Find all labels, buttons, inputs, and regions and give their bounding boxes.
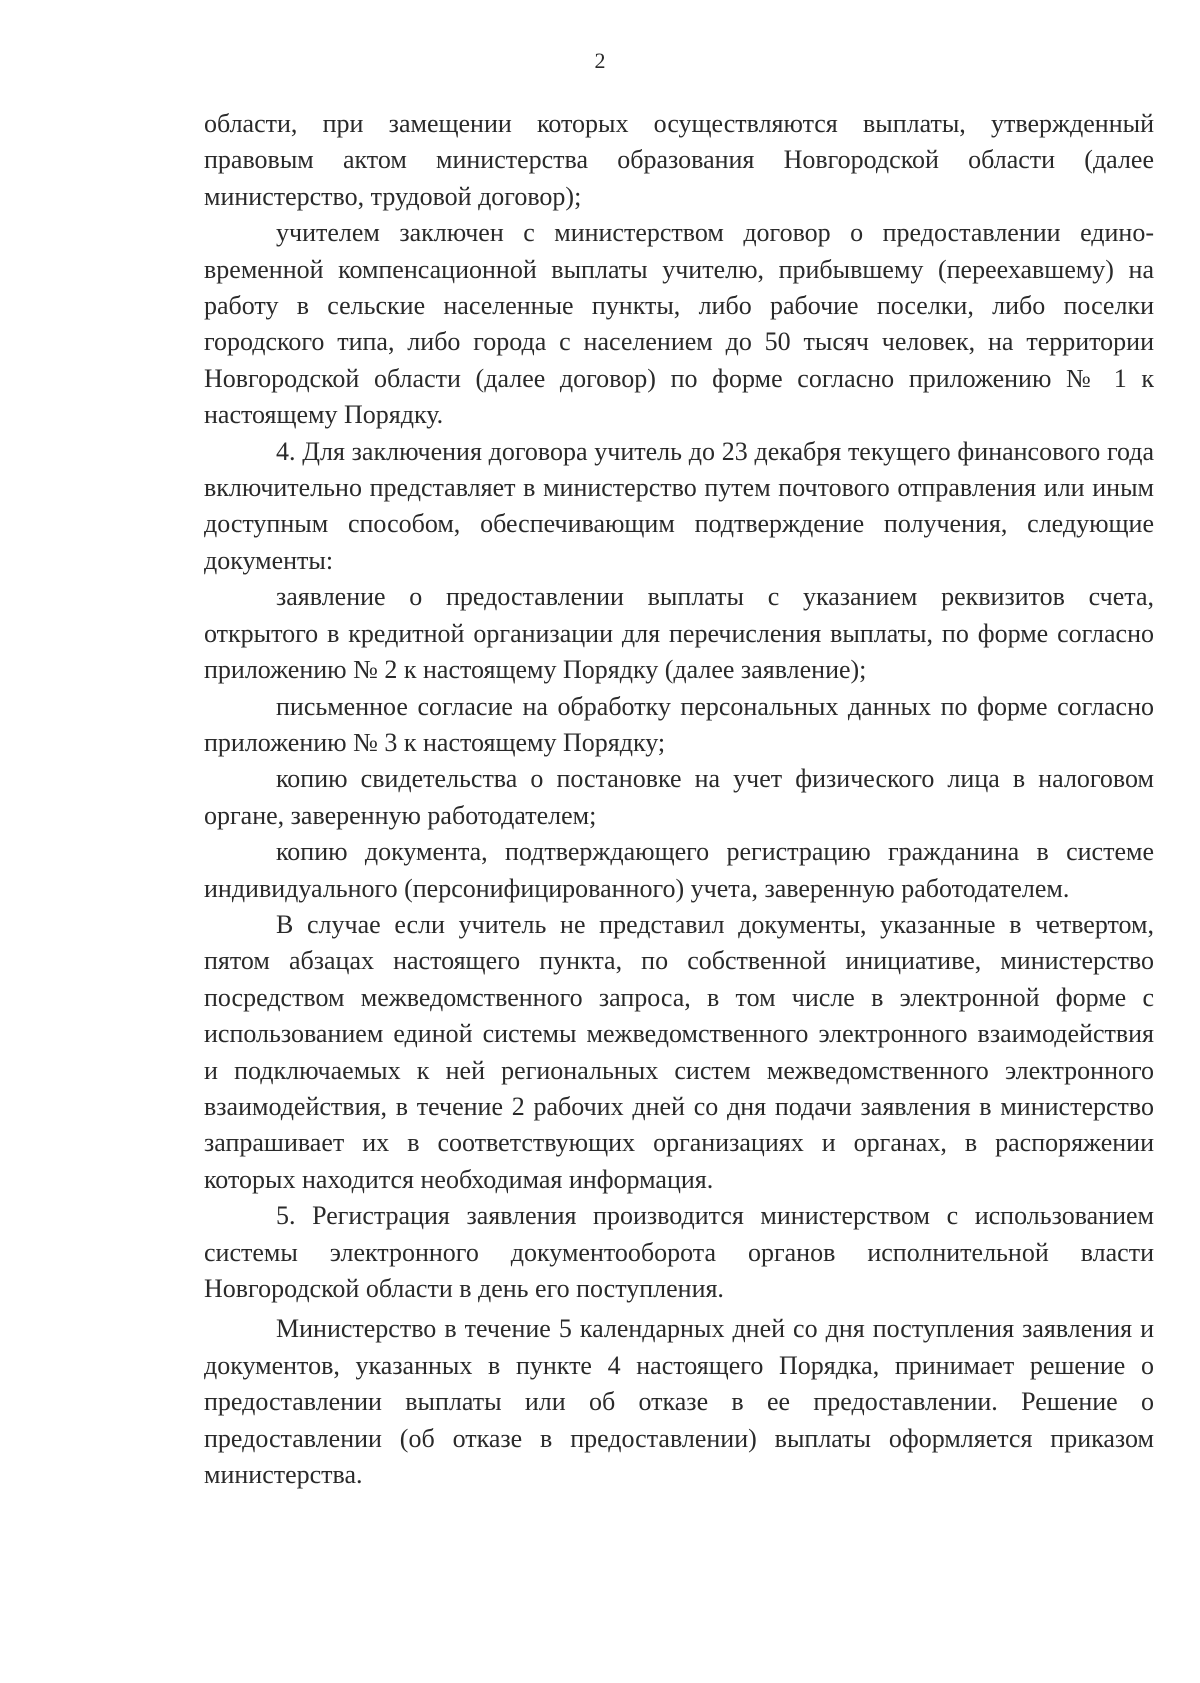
paragraph-clause-5: 5. Регистрация заявления производится министерством с использованием системы электронного документооборота органов исполнительной власти Новгородской области в день его поступления. [204, 1201, 1154, 1303]
paragraph-interagency-request: В случае если учитель не представил документы, указанные в четвертом, пятом абзацах настоящего пункта, по собственной инициативе, министерство посредством межведомственного запроса, в том числе в электронной форме с использованием единой системы межведомственного электронного взаимодействия и подключаемых к ней региональных систем межведомственного электронного взаимодействия, в течение 2 рабочих дней со дня подачи заявления в министерство запрашивает их в соответствующих организациях и органах, в распоряжении которых находится необходимая информация. [204, 909, 1154, 1194]
paragraph-teacher-contract: учителем заключен с министерством договор о предоставлении единовременной компенсационной выплаты учителю, прибывшему (переехавшему) на работу в сельские населенные пункты, либо рабочие поселки, либо поселки городского типа, либо города с населением до 50 тысяч человек, на территории Новгородской области (далее договор) по форме согласно приложению № 1 к настоящему Порядку. [204, 218, 1154, 430]
page-number: 2 [594, 48, 606, 73]
paragraph-clause-4: 4. Для заключения договора учитель до 23 декабря текущего финансового года включительно представляет в министерство путем почтового отправления или иным доступным способом, обеспечивающим подтверждение получения, следующие документы: [204, 436, 1154, 575]
paragraph-tax-certificate: копию свидетельства о постановке на учет физического лица в налоговом органе, заверенную работодателем; [204, 764, 1154, 830]
document-body [204, 106, 1154, 1493]
paragraph-registration-document: копию документа, подтверждающего регистрацию гражданина в системе индивидуального (персонифицированного) учета, заверенную работодателем. [204, 837, 1154, 903]
paragraph-continuation: области, при замещении которых осуществляются выплаты, утвержденный правовым актом министерства образования Новгородской области (далее министерство, трудовой договор); [204, 109, 1154, 211]
paragraph-consent: письменное согласие на обработку персональных данных по форме согласно приложению № 3 к настоящему Порядку; [204, 691, 1154, 757]
paragraph-decision: Министерство в течение 5 календарных дней со дня поступления заявления и документов, указанных в пункте 4 настоящего Порядка, принимает решение о предоставлении выплаты или об отказе в ее предоставлении. Решение о предоставлении (об отказе в предоставлении) выплаты оформляется приказом министерства. [204, 1314, 1154, 1490]
paragraph-application: заявление о предоставлении выплаты с указанием реквизитов счета, открытого в кредитной организации для перечисления выплаты, по форме согласно приложению № 2 к настоящему Порядку (далее заявление); [204, 582, 1154, 685]
